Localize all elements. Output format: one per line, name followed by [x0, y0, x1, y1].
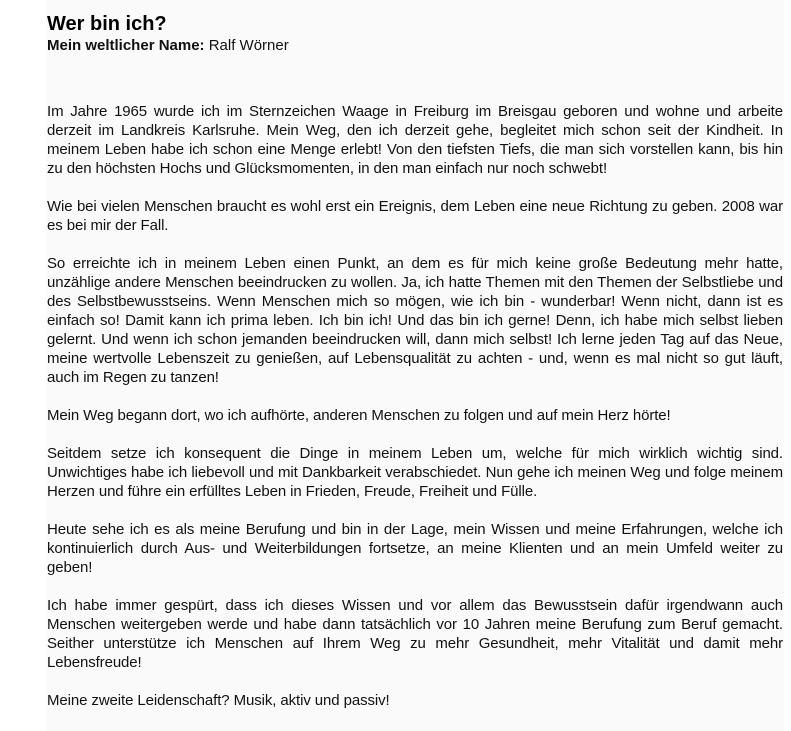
name-value: Ralf Wörner [208, 37, 289, 54]
paragraph-birth: Im Jahre 1965 wurde ich im Sternzeichen Waage in Freiburg im Breisgau geboren und wohne und arbeite derzeit im Landkreis Karlsruhe. Mein Weg, den ich derzeit gehe, begleitet mich schon seit der Kindheit. In meinem Leben habe ich schon eine Menge erlebt! Von den tiefsten Tiefs, die man sich vorstellen kann, bis hin zu den höchsten Hochs und Glücksmomenten, in den man einfach nur noch schwebt! [47, 103, 783, 177]
page-title: Wer bin ich? [47, 13, 167, 35]
paragraph-priorities: Seitdem setze ich konsequent die Dinge in meinem Leben um, welche für mich wirklich wichtig sind. Unwichtiges habe ich liebevoll und mit Dankbarkeit verabschiedet. Nun gehe ich meinen Weg und folge meinem Herzen und führe ein erfülltes Leben in Frieden, Freude, Freiheit und Fülle. [47, 445, 783, 500]
paragraph-event: Wie bei vielen Menschen braucht es wohl erst ein Ereignis, dem Leben eine neue Richtung zu geben. 2008 war es bei mir der Fall. [47, 198, 783, 234]
name-label: Mein weltlicher Name: [47, 37, 205, 54]
paragraph-self-love: So erreichte ich in meinem Leben einen Punkt, an dem es für mich keine große Bedeutung mehr hatte, unzählige andere Menschen beeindrucken zu wollen. Ja, ich hatte Themen mit den Themen der Selbstliebe und des Selbstbewusstseins. Wenn Menschen mich so mögen, wie ich bin - wunderbar! Wenn nicht, dann ist es einfach so! Damit kann ich prima leben. Ich bin ich! Und das bin ich gerne! Denn, ich habe mich selbst lieben gelernt. Und wenn ich schon jemanden beeindrucken will, dann mich selbst! Ich lerne jeden Tag auf das Neue, meine wertvolle Lebenszeit zu genießen, auf Lebensqualität zu achten - und, wenn es mal nicht so gut läuft, auch im Regen zu tanzen! [47, 255, 783, 386]
paragraph-music: Meine zweite Leidenschaft? Musik, aktiv und passiv! [47, 692, 390, 709]
name-line [47, 36, 783, 55]
document-content [47, 12, 783, 729]
paragraph-knowledge: Ich habe immer gespürt, dass ich dieses Wissen und vor allem das Bewusstsein dafür irgendwann auch Menschen weitergeben werde und habe dann tatsächlich vor 10 Jahren meine Berufung zum Beruf gemacht. Seither unterstütze ich Menschen auf Ihrem Weg zu mehr Gesundheit, mehr Vitalität und damit mehr Lebensfreude! [47, 597, 783, 671]
paragraph-path: Mein Weg begann dort, wo ich aufhörte, anderen Menschen zu folgen und auf mein Herz hörte! [47, 407, 671, 424]
paragraph-calling: Heute sehe ich es als meine Berufung und bin in der Lage, mein Wissen und meine Erfahrungen, welche ich kontinuierlich durch Aus- und Weiterbildungen fortsetze, an meine Klienten und an mein Umfeld weiter zu geben! [47, 521, 783, 576]
body-text [47, 102, 783, 710]
